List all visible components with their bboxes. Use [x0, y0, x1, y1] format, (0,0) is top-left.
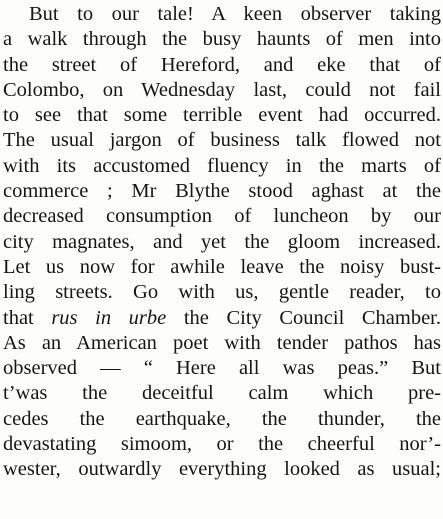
text-line: The usual jargon of business talk flowed not	[3, 129, 441, 152]
text-line: observed — “ Here all was peas.” But	[3, 357, 441, 380]
text-line: As an American poet with tender pathos has	[3, 331, 441, 354]
text-line-with-italic	[3, 306, 441, 331]
text-line: devastating simoom, or the cheerful nor’-	[3, 433, 441, 456]
text-line: cedes the earthquake, the thunder, the	[3, 407, 441, 430]
text-line: city magnates, and yet the gloom increased.	[3, 230, 441, 253]
text-line: the street of Hereford, and eke that of	[3, 53, 441, 76]
text-fragment: the City Council Chamber.	[166, 306, 441, 329]
article-text	[3, 2, 441, 483]
text-line: Let us now for awhile leave the noisy bust-	[3, 255, 441, 278]
text-line: to see that some terrible event had occurred.	[3, 104, 441, 127]
text-line: commerce ; Mr Blythe stood aghast at the	[3, 180, 441, 203]
text-line: wester, outwardly everything looked as usual;	[3, 458, 441, 481]
text-line: Colombo, on Wednesday last, could not fail	[3, 78, 441, 101]
text-fragment: that	[3, 306, 52, 329]
italic-phrase: rus in urbe	[51, 306, 167, 329]
text-line: decreased consumption of luncheon by our	[3, 205, 441, 228]
text-line: a walk through the busy haunts of men into	[3, 28, 441, 51]
text-line: But to our tale! A keen observer taking	[29, 3, 441, 25]
text-line: t’was the deceitful calm which pre-	[3, 382, 441, 405]
text-line: with its accustomed fluency in the marts of	[3, 154, 441, 177]
text-line: ling streets. Go with us, gentle reader, to	[3, 281, 441, 304]
